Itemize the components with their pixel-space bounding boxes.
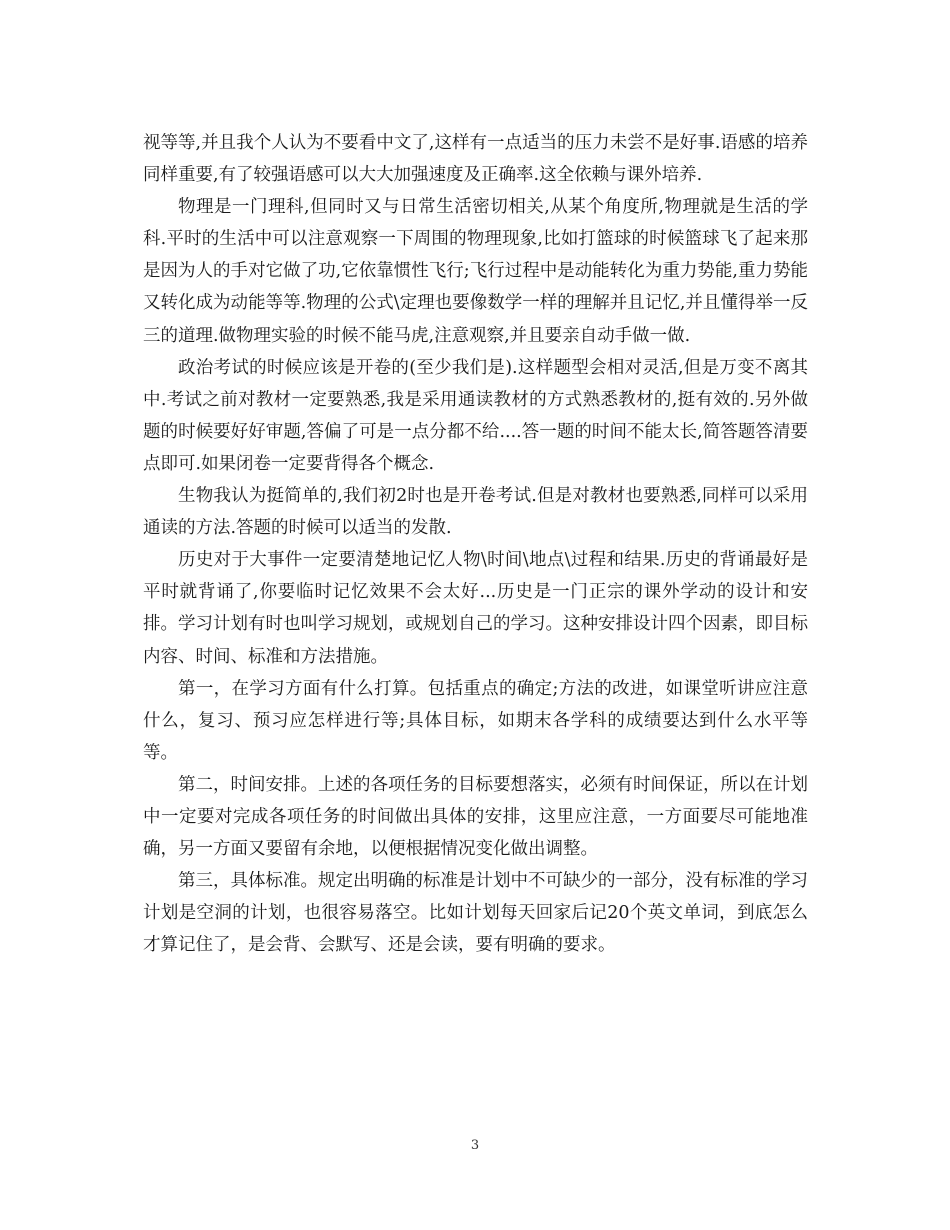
paragraph-4: 生物我认为挺简单的,我们初2时也是开卷考试.但是对教材也要熟悉,同样可以采用通读的方法.答题的时候可以适当的发散.	[143, 486, 808, 539]
page-number: 3	[470, 1138, 480, 1153]
paragraph-5: 历史对于大事件一定要清楚地记忆人物\时间\地点\过程和结果.历史的背诵最好是平时就背诵了,你要临时记忆效果不会太好...历史是一门正宗的课外学动的设计和安排。学习计划有时也叫学习规划，或规划自己的学习。这种安排设计四个因素，即目标内容、时间、标准和方法措施。	[143, 550, 808, 667]
paragraph-8: 第三，具体标准。规定出明确的标准是计划中不可缺少的一部分，没有标准的学习计划是空洞的计划，也很容易落空。比如计划每天回家后记20个英文单词，到底怎么才算记住了，是会背、会默写、还是会读，要有明确的要求。	[143, 871, 808, 956]
paragraph-7: 第二，时间安排。上述的各项任务的目标要想落实，必须有时间保证，所以在计划中一定要对完成各项任务的时间做出具体的安排，这里应注意，一方面要尽可能地准确，另一方面又要留有余地，以便根据情况变化做出调整。	[143, 774, 808, 860]
paragraph-3: 政治考试的时候应该是开卷的(至少我们是).这样题型会相对灵活,但是万变不离其中.考试之前对教材一定要熟悉,我是采用通读教材的方式熟悉教材的,挺有效的.另外做题的时候要好好审题,答偏了可是一点分都不给....答一题的时间不能太长,简答题答清要点即可.如果闭卷一定要背得各个概念.	[143, 357, 808, 474]
paragraph-2: 物理是一门理科,但同时又与日常生活密切相关,从某个角度所,物理就是生活的学科.平时的生活中可以注意观察一下周围的物理现象,比如打篮球的时候篮球飞了起来那是因为人的手对它做了功,它依靠惯性飞行;飞行过程中是动能转化为重力势能,重力势能又转化成为动能等等.物理的公式\定理也要像数学一样的理解并且记忆,并且懂得举一反三的道理.做物理实验的时候不能马虎,注意观察,并且要亲自动手做一做.	[143, 197, 808, 346]
paragraph-6: 第一，在学习方面有什么打算。包括重点的确定;方法的改进，如课堂听讲应注意什么，复习、预习应怎样进行等;具体目标，如期末各学科的成绩要达到什么水平等等。	[143, 678, 808, 763]
document-body	[143, 127, 808, 961]
paragraph-1: 视等等,并且我个人认为不要看中文了,这样有一点适当的压力未尝不是好事.语感的培养同样重要,有了较强语感可以大大加强速度及正确率.这全依赖与课外培养.	[143, 133, 808, 186]
